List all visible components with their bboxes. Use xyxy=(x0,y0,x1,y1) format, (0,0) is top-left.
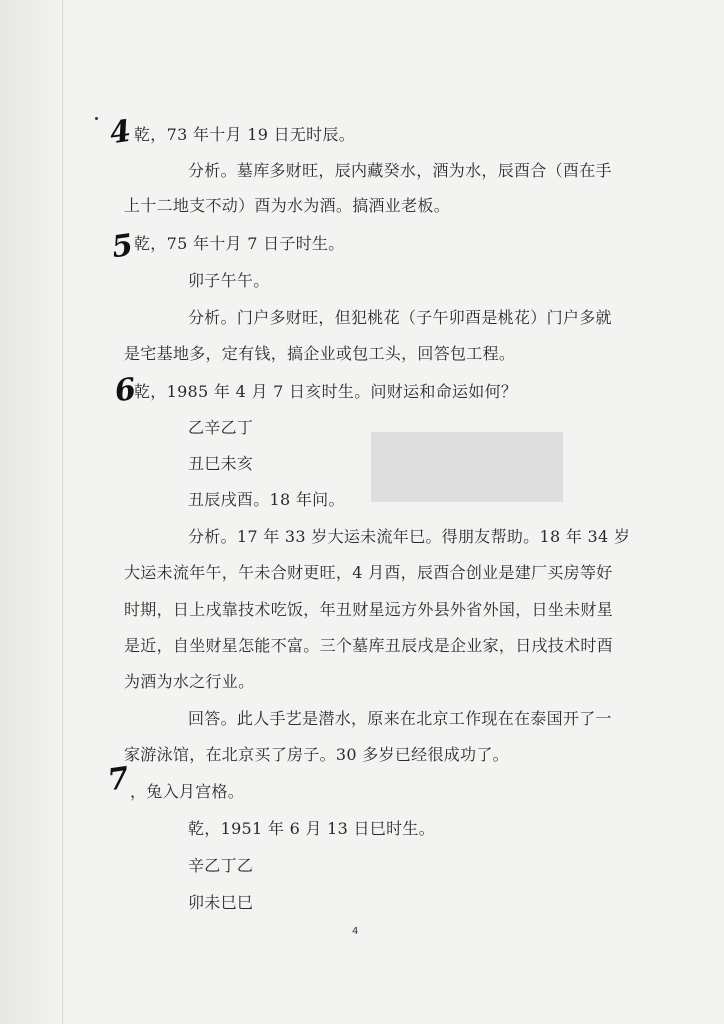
text-line: 上十二地支不动）酉为水为酒。搞酒业老板。 xyxy=(124,196,451,215)
text-line: 是宅基地多，定有钱，搞企业或包工头，回答包工程。 xyxy=(124,344,516,363)
handwritten-number-4: 4 xyxy=(107,113,134,152)
text-line: 乙辛乙丁 xyxy=(188,418,254,437)
ink-dot xyxy=(95,117,98,120)
text-line: 乾，73 年十月 19 日无时辰。 xyxy=(134,125,356,144)
text-line: 时期，日上戌靠技术吃饭，年丑财星远方外县外省外国，日坐未财星 xyxy=(124,600,614,619)
handwritten-number-7: 7 xyxy=(105,760,132,799)
text-line: 是近，自坐财星怎能不富。三个墓库丑辰戌是企业家，日戌技术时酉 xyxy=(124,636,614,655)
text-line: 大运未流年午，午未合财更旺，4 月酉，辰酉合创业是建厂买房等好 xyxy=(124,563,613,582)
text-line: ，兔入月宫格。 xyxy=(130,782,245,801)
text-line: 为酒为水之行业。 xyxy=(124,672,255,691)
page-number: 4 xyxy=(352,926,359,937)
text-line: 乾，1951 年 6 月 13 日巳时生。 xyxy=(188,819,435,838)
redaction-box xyxy=(371,432,563,502)
text-line: 分析。17 年 33 岁大运未流年巳。得朋友帮助。18 年 34 岁 xyxy=(188,527,631,546)
text-line: 辛乙丁乙 xyxy=(188,856,254,875)
text-line: 分析。门户多财旺，但犯桃花（子午卯酉是桃花）门户多就 xyxy=(188,308,612,327)
handwritten-number-5: 5 xyxy=(109,227,136,266)
text-line: 丑辰戌酉。18 年问。 xyxy=(188,490,345,509)
text-line: 乾，1985 年 4 月 7 日亥时生。问财运和命运如何？ xyxy=(134,382,518,401)
page-fold-line xyxy=(62,0,63,1024)
text-line: 丑巳未亥 xyxy=(188,454,254,473)
text-line: 回答。此人手艺是潜水，原来在北京工作现在在泰国开了一 xyxy=(188,709,612,728)
text-line: 分析。墓库多财旺，辰内藏癸水，酒为水，辰酉合（酉在手 xyxy=(188,161,612,180)
text-line: 卯未巳巳 xyxy=(188,893,254,912)
scan-shadow-edge xyxy=(0,0,62,1024)
text-line: 家游泳馆，在北京买了房子。30 多岁已经很成功了。 xyxy=(124,745,509,764)
text-line: 乾，75 年十月 7 日子时生。 xyxy=(134,234,345,253)
text-line: 卯子午午。 xyxy=(188,271,270,290)
handwritten-number-6: 6 xyxy=(112,371,139,410)
